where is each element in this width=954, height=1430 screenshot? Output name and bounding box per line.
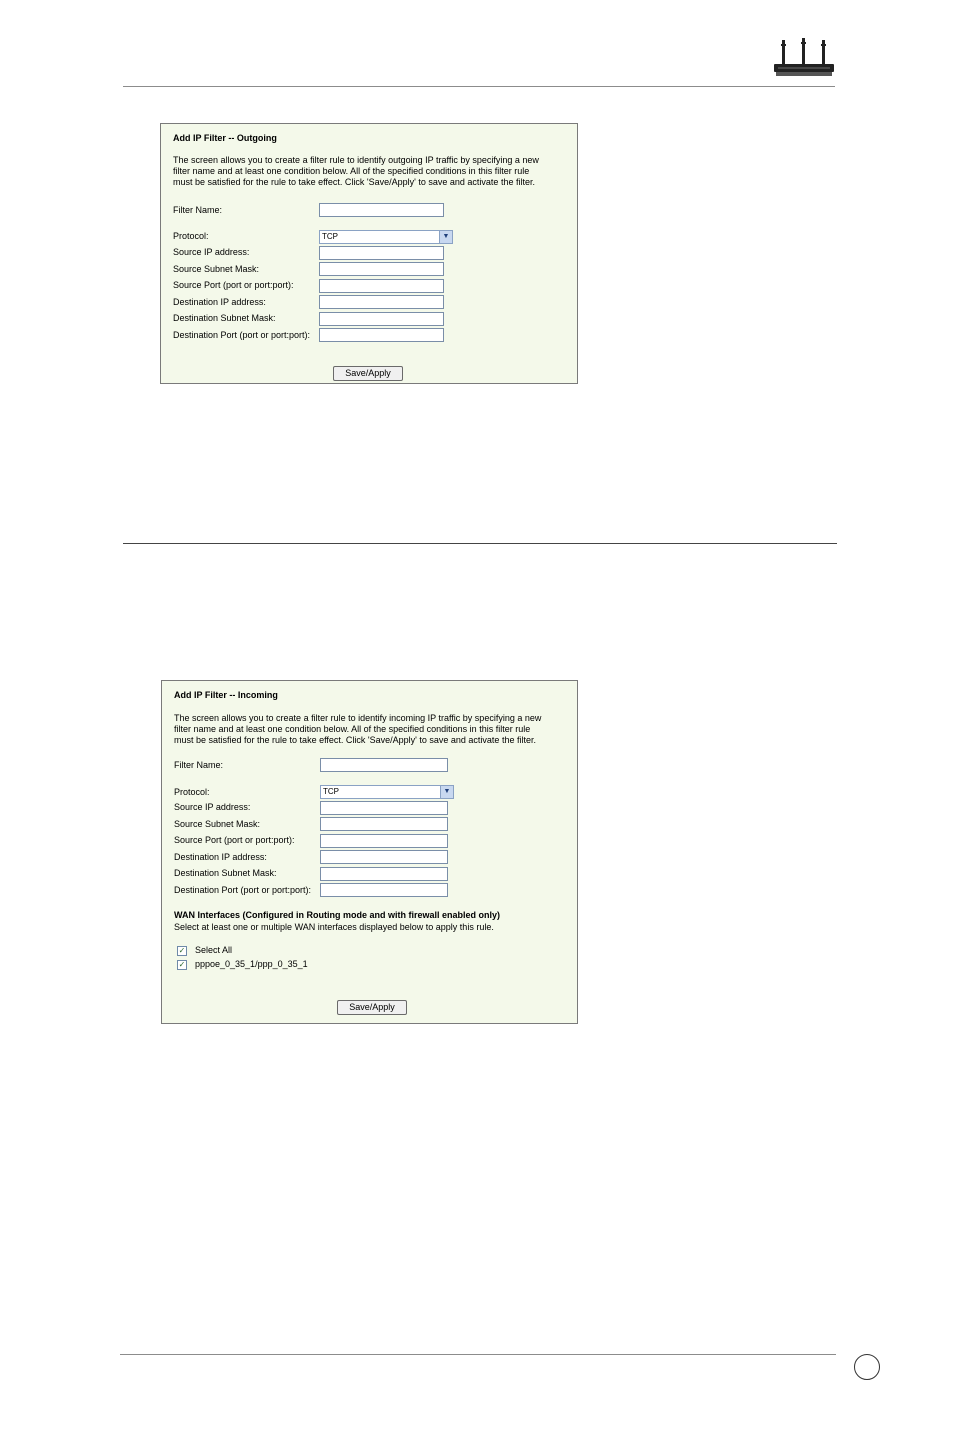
wan-interface-checkbox[interactable]: ✓: [178, 959, 186, 969]
filter-name-input[interactable]: [319, 203, 444, 217]
source-subnet-input[interactable]: [320, 817, 448, 831]
destination-port-label: Destination Port (port or port:port):: [173, 330, 311, 340]
protocol-select[interactable]: TCP ▼: [320, 785, 454, 799]
destination-subnet-input[interactable]: [319, 312, 444, 326]
save-apply-button[interactable]: Save/Apply: [333, 366, 403, 381]
source-port-label: Source Port (port or port:port):: [173, 280, 294, 290]
wan-interface-row[interactable]: ✓ pppoe_0_35_1/ppp_0_35_1: [178, 959, 308, 969]
router-icon: [772, 36, 836, 80]
chevron-down-icon: ▼: [440, 786, 453, 798]
source-ip-input[interactable]: [319, 246, 444, 260]
source-ip-label: Source IP address:: [174, 802, 251, 812]
panel-title: Add IP Filter -- Incoming: [174, 690, 278, 700]
protocol-select[interactable]: TCP ▼: [319, 230, 453, 244]
wan-interfaces-description: Select at least one or multiple WAN interfaces displayed below to apply this rule.: [174, 922, 494, 932]
panel-description: The screen allows you to create a filter rule to identify incoming IP traffic by specifying a new filter name and at least one condition below. All of the specified conditions in this filter rule must be satisfied for the rule to take effect. Click 'Save/Apply' to save and activate the filter.: [174, 713, 542, 745]
wan-interfaces-title: WAN Interfaces (Configured in Routing mode and with firewall enabled only): [174, 910, 501, 920]
source-ip-label: Source IP address:: [173, 247, 250, 257]
protocol-label: Protocol:: [173, 231, 209, 241]
destination-subnet-input[interactable]: [320, 867, 448, 881]
source-port-input[interactable]: [320, 834, 448, 848]
filter-name-input[interactable]: [320, 758, 448, 772]
filter-name-label: Filter Name:: [174, 760, 224, 770]
section-divider: [123, 543, 837, 544]
source-subnet-label: Source Subnet Mask:: [174, 819, 261, 829]
destination-subnet-label: Destination Subnet Mask:: [173, 313, 276, 323]
source-port-label: Source Port (port or port:port):: [174, 835, 295, 845]
page-number-circle: [854, 1354, 880, 1380]
destination-subnet-label: Destination Subnet Mask:: [174, 868, 277, 878]
destination-ip-label: Destination IP address:: [173, 297, 266, 307]
destination-port-input[interactable]: [319, 328, 444, 342]
source-port-input[interactable]: [319, 279, 444, 293]
outgoing-filter-panel: [160, 123, 578, 384]
panel-description: The screen allows you to create a filter rule to identify outgoing IP traffic by specifying a new filter name and at least one condition below. All of the specified conditions in this filter rule must be satisfied for the rule to take effect. Click 'Save/Apply' to save and activate the filter.: [173, 155, 539, 187]
destination-port-label: Destination Port (port or port:port):: [174, 885, 312, 895]
footer-divider: [120, 1354, 836, 1355]
source-ip-input[interactable]: [320, 801, 448, 815]
filter-name-label: Filter Name:: [173, 205, 223, 215]
panel-title: Add IP Filter -- Outgoing: [173, 133, 277, 143]
header-divider: [123, 86, 835, 87]
destination-ip-input[interactable]: [319, 295, 444, 309]
select-all-checkbox[interactable]: ✓: [178, 945, 186, 955]
protocol-label: Protocol:: [174, 787, 210, 797]
destination-ip-label: Destination IP address:: [174, 852, 267, 862]
save-apply-button[interactable]: Save/Apply: [337, 1000, 407, 1015]
source-subnet-input[interactable]: [319, 262, 444, 276]
incoming-filter-panel: [161, 680, 578, 1024]
select-all-row[interactable]: ✓ Select All: [178, 945, 233, 955]
source-subnet-label: Source Subnet Mask:: [173, 264, 260, 274]
destination-ip-input[interactable]: [320, 850, 448, 864]
chevron-down-icon: ▼: [439, 231, 452, 243]
destination-port-input[interactable]: [320, 883, 448, 897]
